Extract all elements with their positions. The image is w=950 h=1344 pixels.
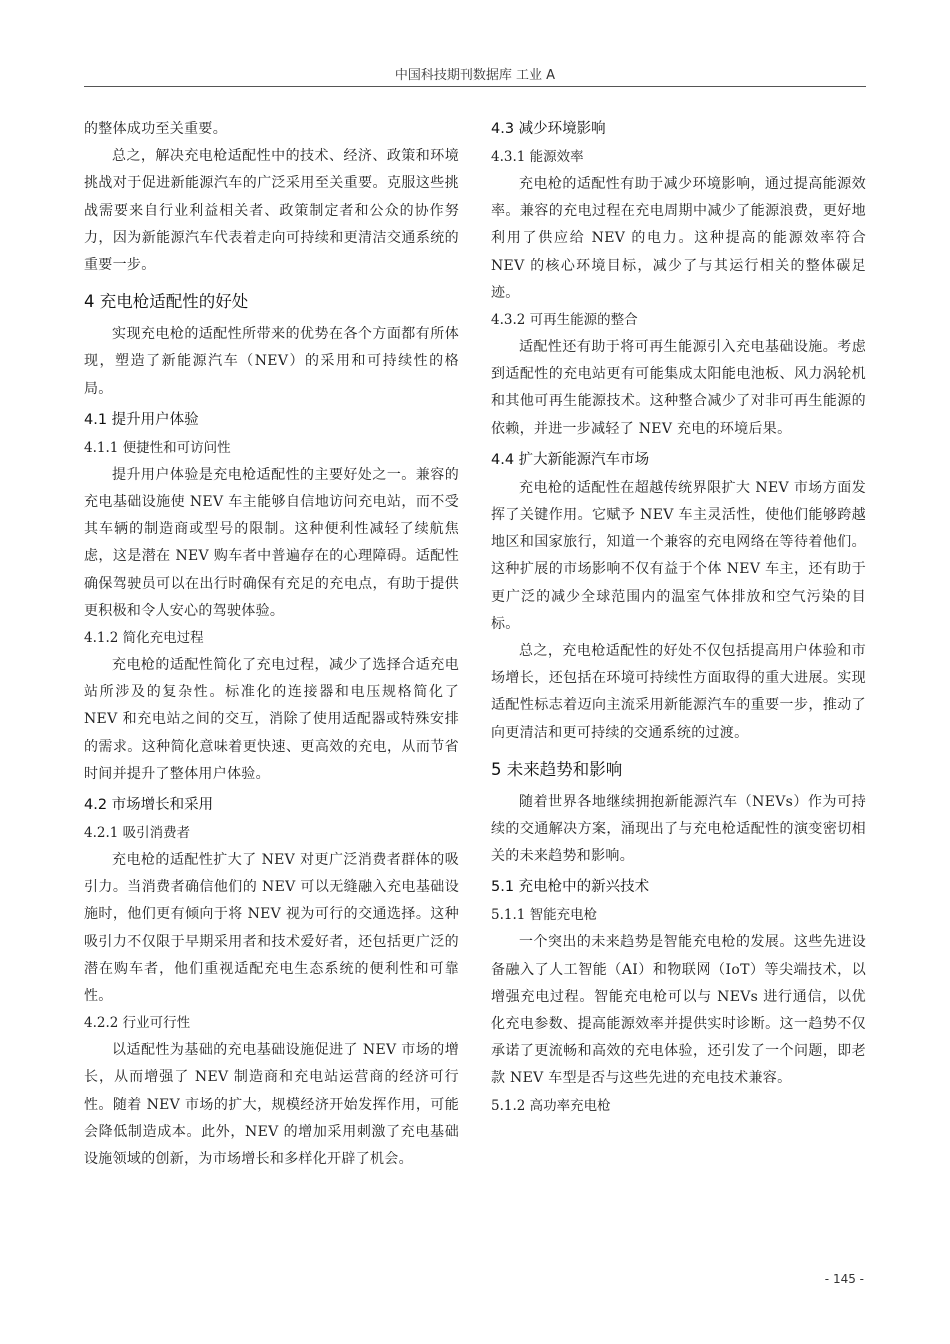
continued-paragraph: 的整体成功至关重要。 bbox=[84, 121, 227, 137]
section3-summary-paragraph: 总之，解决充电枪适配性中的技术、经济、政策和环境挑战对于促进新能源汽车的广泛采用至关重要。克服这些挑战需要来自行业利益相关者、政策制定者和公众的协作努力，因为新能源汽车代表着走向可持续和更清洁交通系统的重要一步。 bbox=[84, 148, 459, 274]
section-4-1-2-paragraph: 充电枪的适配性简化了充电过程，减少了选择合适充电站所涉及的复杂性。标准化的连接器和电压规格简化了 NEV 和充电站之间的交互，消除了使用适配器或特殊安排的需求。这种简化意味着更快速、更高效的充电，从而节省时间并提升了整体用户体验。 bbox=[84, 657, 459, 782]
section-4-summary-paragraph: 总之，充电枪适配性的好处不仅包括提高用户体验和市场增长，还包括在环境可持续性方面取得的重大进展。实现适配性标志着迈向主流采用新能源汽车的重要一步，推动了向更清洁和更可持续的交通系统的过渡。 bbox=[491, 643, 866, 741]
section-4-3-1-heading: 4.3.1 能源效率 bbox=[491, 149, 584, 165]
page-number: - 145 - bbox=[824, 1272, 864, 1286]
section-5-intro: 随着世界各地继续拥抱新能源汽车（NEVs）作为可持续的交通解决方案，涌现出了与充电枪适配性的演变密切相关的未来趋势和影响。 bbox=[491, 793, 866, 865]
section-4-1-1-paragraph: 提升用户体验是充电枪适配性的主要好处之一。兼容的充电基础设施使 NEV 车主能够自信地访问充电站，而不受其车辆的制造商或型号的限制。这种便利性减轻了续航焦虑，这是潜在 NEV 购车者中普遍存在的心理障碍。适配性确保驾驶员可以在出行时确保有充足的充电点，有助于提供更积极和令人安心的驾驶体验。 bbox=[84, 466, 459, 619]
section-4-2-heading: 4.2 市场增长和采用 bbox=[84, 797, 214, 814]
section-4-2-1-paragraph: 充电枪的适配性扩大了 NEV 对更广泛消费者群体的吸引力。当消费者确信他们的 NEV 可以无缝融入充电基础设施时，他们更有倾向于将 NEV 视为可行的交通选择。这种吸引力不仅限于早期采用者和技术爱好者，还包括更广泛的潜在购车者，他们重视适配充电生态系统的便利性和可靠性。 bbox=[84, 852, 459, 1005]
section-4-4-heading: 4.4 扩大新能源汽车市场 bbox=[491, 451, 650, 468]
journal-header: 中国科技期刊数据库 工业 A bbox=[394, 68, 556, 83]
section-4-1-heading: 4.1 提升用户体验 bbox=[84, 411, 199, 428]
section-4-intro: 实现充电枪的适配性所带来的优势在各个方面都有所体现，塑造了新能源汽车（NEV）的采用和可持续性的格局。 bbox=[84, 326, 459, 397]
section-4-2-2-paragraph: 以适配性为基础的充电基础设施促进了 NEV 市场的增长，从而增强了 NEV 制造商和充电站运营商的经济可行性。随着 NEV 市场的扩大，规模经济开始发挥作用，可能会降低制造成本。此外，NEV 的增加采用刺激了充电基础设施领域的创新，为市场增长和多样化开辟了机会。 bbox=[84, 1042, 459, 1168]
section-5-1-1-heading: 5.1.1 智能充电枪 bbox=[491, 907, 598, 924]
section-4-3-heading: 4.3 减少环境影响 bbox=[491, 121, 606, 137]
section-5-1-heading: 5.1 充电枪中的新兴技术 bbox=[491, 879, 650, 896]
section-4-3-2-paragraph: 适配性还有助于将可再生能源引入充电基础设施。考虑到适配性的充电站更有可能集成太阳能电池板、风力涡轮机和其他可再生能源技术。这种整合减少了对非可再生能源的依赖，并进一步减轻了 NEV 充电的环境后果。 bbox=[491, 339, 866, 437]
left-column bbox=[84, 116, 459, 1173]
section-4-2-1-heading: 4.2.1 吸引消费者 bbox=[84, 825, 191, 842]
section-4-heading: 4 充电枪适配性的好处 bbox=[84, 292, 249, 312]
section-4-3-1-paragraph: 充电枪的适配性有助于减少环境影响，通过提高能源效率。兼容的充电过程在充电周期中减少了能源浪费，更好地利用了供应给 NEV 的电力。这种提高的能源效率符合 NEV 的核心环境目标，减少了与其运行相关的整体碳足迹。 bbox=[491, 176, 866, 301]
section-4-4-paragraph: 充电枪的适配性在超越传统界限扩大 NEV 市场方面发挥了关键作用。它赋予 NEV 车主灵活性，使他们能够跨越地区和国家旅行，知道一个兼容的充电网络在等待着他们。这种扩展的市场影响不仅有益于个体 NEV 车主，还有助于更广泛的减少全球范围内的温室气体排放和空气污染的目标。 bbox=[491, 479, 866, 632]
section-4-1-1-heading: 4.1.1 便捷性和可访问性 bbox=[84, 439, 231, 456]
section-5-heading: 5 未来趋势和影响 bbox=[491, 759, 623, 779]
section-5-1-1-paragraph: 一个突出的未来趋势是智能充电枪的发展。这些先进设备融入了人工智能（AI）和物联网（IoT）等尖端技术，以增强充电过程。智能充电枪可以与 NEVs 进行通信，以优化充电参数、提高能源效率并提供实时诊断。这一趋势不仅承诺了更流畅和高效的充电体验，还引发了一个问题，即老款 NEV 车型是否与这些先进的充电技术兼容。 bbox=[491, 934, 866, 1087]
right-column bbox=[491, 116, 866, 1120]
section-4-3-2-heading: 4.3.2 可再生能源的整合 bbox=[491, 312, 638, 329]
section-4-1-2-heading: 4.1.2 简化充电过程 bbox=[84, 630, 204, 647]
section-5-1-2-heading: 5.1.2 高功率充电枪 bbox=[491, 1097, 611, 1114]
section-4-2-2-heading: 4.2.2 行业可行性 bbox=[84, 1015, 191, 1032]
header-rule bbox=[84, 86, 866, 87]
